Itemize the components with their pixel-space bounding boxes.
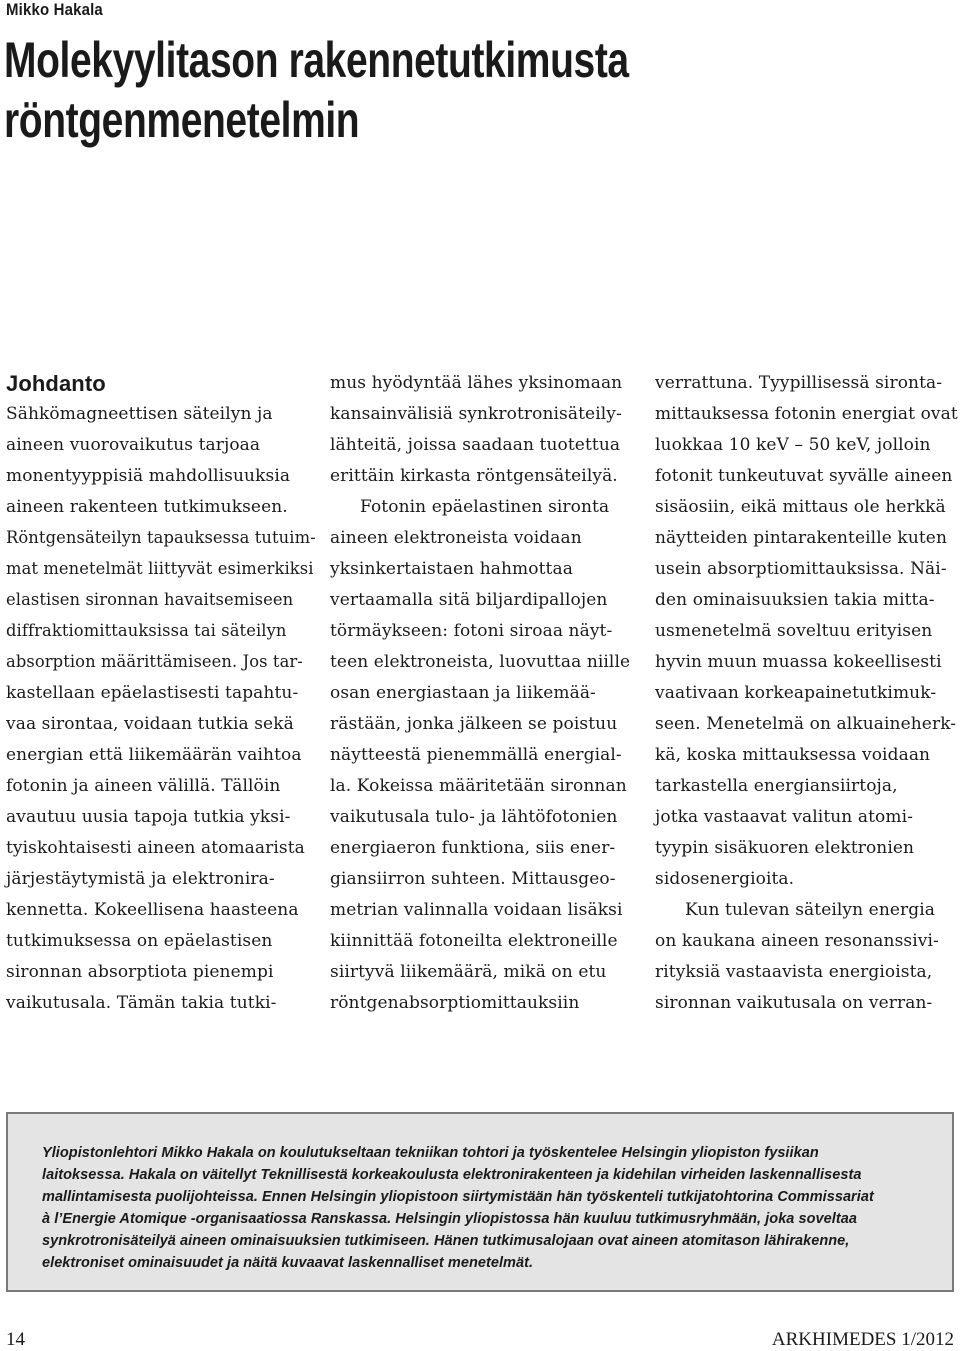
text-line: sironnan absorptiota pienempi — [6, 962, 274, 982]
text-line: luokkaa 10 keV – 50 keV, jolloin — [655, 435, 931, 455]
text-line: fotonin ja aineen välillä. Tällöin — [6, 776, 281, 796]
text-line: kansainvälisiä synkrotronisäteily- — [330, 404, 622, 424]
title-line: röntgenmenetelmin — [4, 92, 360, 148]
text-line: la. Kokeissa määritetään sironnan — [330, 776, 627, 796]
text-line: energian että liikemäärän vaihtoa — [6, 745, 302, 765]
text-line: energiaeron funktiona, siis ener- — [330, 838, 616, 858]
text-line: tyiskohtaisesti aineen atomaarista — [6, 838, 305, 858]
text-line: näytteiden pintarakenteille kuten — [655, 528, 948, 548]
text-line: seen. Menetelmä on alkuaineherk- — [655, 714, 957, 734]
text-line: osan energiastaan ja liikemää- — [330, 683, 596, 703]
author-bio-box — [6, 1112, 954, 1292]
text-line: avautuu uusia tapoja tutkia yksi- — [6, 807, 291, 827]
text-line: kennetta. Kokeellisena haasteena — [6, 900, 299, 920]
text-line: aineen rakenteen tutkimukseen. — [6, 497, 288, 517]
text-line: Kun tulevan säteilyn energia — [685, 900, 936, 920]
bio-line: elektroniset ominaisuudet ja näitä kuvaavat laskennalliset menetelmät. — [42, 1255, 534, 1271]
text-line: näytteestä pienemmällä energial- — [330, 745, 622, 765]
text-line: kiinnittää fotoneilta elektroneille — [330, 931, 618, 951]
text-line: Fotonin epäelastinen sironta — [360, 497, 610, 517]
text-line: monentyyppisiä mahdollisuuksia — [6, 466, 291, 486]
text-line: yksinkertaistaen hahmottaa — [330, 559, 573, 579]
text-line: Sähkömagneettisen säteilyn ja — [6, 404, 273, 424]
text-line: rityksiä vastaavista energioista, — [655, 962, 933, 982]
author-name: Mikko Hakala — [6, 0, 103, 19]
bio-line: mallintamisesta puolijohteissa. Ennen Helsingin yliopistoon siirtymistään hän työskenteli tutkijatohtorina Commissariat — [42, 1189, 874, 1205]
text-line: vaativaan korkeapainetutkimuk- — [655, 683, 937, 703]
text-line: absorption määrittämiseen. Jos tar- — [6, 652, 303, 672]
text-line: on kaukana aineen resonanssivi- — [655, 931, 939, 951]
section-heading: Johdanto — [6, 371, 106, 396]
text-line: tarkastella energiansiirtoja, — [655, 776, 898, 796]
text-line: erittäin kirkasta röntgensäteilyä. — [330, 466, 618, 486]
text-line: hyvin muun muassa kokeellisesti — [655, 652, 942, 672]
text-line: tyypin sisäkuoren elektronien — [655, 838, 915, 858]
text-line: mittauksessa fotonin energiat ovat — [655, 404, 958, 424]
text-line: rästään, jonka jälkeen se poistuu — [330, 714, 618, 734]
text-line: usein absorptiomittauksissa. Näi- — [655, 559, 947, 579]
title-line: Molekyylitason rakennetutkimusta — [4, 32, 629, 88]
text-line: diffraktiomittauksissa tai säteilyn — [6, 621, 287, 641]
bio-line: Yliopistonlehtori Mikko Hakala on koulutukseltaan tekniikan tohtori ja työskentelee Helsingin yliopiston fysiikan — [42, 1145, 819, 1161]
text-column-1 — [6, 368, 329, 1019]
bio-line: laitoksessa. Hakala on väitellyt Teknillisestä korkeakoulusta elektronirakenteen ja kidehilan virheiden laskennallisesta — [42, 1167, 862, 1183]
text-line: sisäosiin, eikä mittaus ole herkkä — [655, 497, 946, 517]
text-line: sidosenergioita. — [655, 869, 795, 889]
text-line: sironnan vaikutusala on verran- — [655, 993, 933, 1013]
text-line: mat menetelmät liittyvät esimerkiksi — [6, 559, 314, 579]
text-column-2 — [330, 368, 630, 1019]
text-line: vaikutusala. Tämän takia tutki- — [6, 993, 277, 1013]
text-line: törmäykseen: fotoni siroaa näyt- — [330, 621, 613, 641]
text-line: tutkimuksessa on epäelastisen — [6, 931, 273, 951]
text-line: elastisen sironnan havaitsemiseen — [6, 590, 294, 610]
article-title — [4, 30, 862, 150]
text-line: vertaamalla sitä biljardipallojen — [330, 590, 608, 610]
author-bio-text — [42, 1142, 874, 1274]
text-line: aineen elektroneista voidaan — [330, 528, 582, 548]
journal-issue: ARKHIMEDES 1/2012 — [771, 1329, 954, 1350]
text-line: vaa sirontaa, voidaan tutkia sekä — [6, 714, 294, 734]
bio-line: synkrotronisäteilyä aineen ominaisuuksien tutkimiseen. Hänen tutkimusalojaan ovat aineen atomitason lähirakenne, — [42, 1233, 850, 1249]
text-line: fotonit tunkeutuvat syvälle aineen — [655, 466, 953, 486]
text-line: vaikutusala tulo- ja lähtöfotonien — [330, 807, 618, 827]
text-line: röntgenabsorptiomittauksiin — [330, 993, 580, 1013]
text-line: aineen vuorovaikutus tarjoaa — [6, 435, 261, 455]
page-number: 14 — [6, 1329, 25, 1350]
text-line: giansiirron suhteen. Mittausgeo- — [330, 869, 616, 889]
text-line: metrian valinnalla voidaan lisäksi — [330, 900, 623, 920]
text-line: siirtyvä liikemäärä, mikä on etu — [330, 962, 607, 982]
text-line: jotka vastaavat valitun atomi- — [655, 807, 913, 827]
text-line: teen elektroneista, luovuttaa niille — [330, 652, 631, 672]
bio-line: à l’Energie Atomique -organisaatiossa Ranskassa. Helsingin yliopistossa hän kuuluu tutkimusryhmään, joka soveltaa — [42, 1211, 857, 1227]
text-line: kastellaan epäelastisesti tapahtu- — [6, 683, 299, 703]
text-line: mus hyödyntää lähes yksinomaan — [330, 373, 623, 393]
text-column-3 — [655, 368, 958, 1019]
text-line: Röntgensäteilyn tapauksessa tutuim- — [6, 528, 316, 548]
text-line: järjestäytymistä ja elektronira- — [6, 869, 275, 889]
text-line: den ominaisuuksien takia mitta- — [655, 590, 935, 610]
text-line: usmenetelmä soveltuu erityisen — [655, 621, 933, 641]
text-line: lähteitä, joissa saadaan tuotettua — [330, 435, 621, 455]
text-line: verrattuna. Tyypillisessä sironta- — [655, 373, 943, 393]
text-line: kä, koska mittauksessa voidaan — [655, 745, 931, 765]
